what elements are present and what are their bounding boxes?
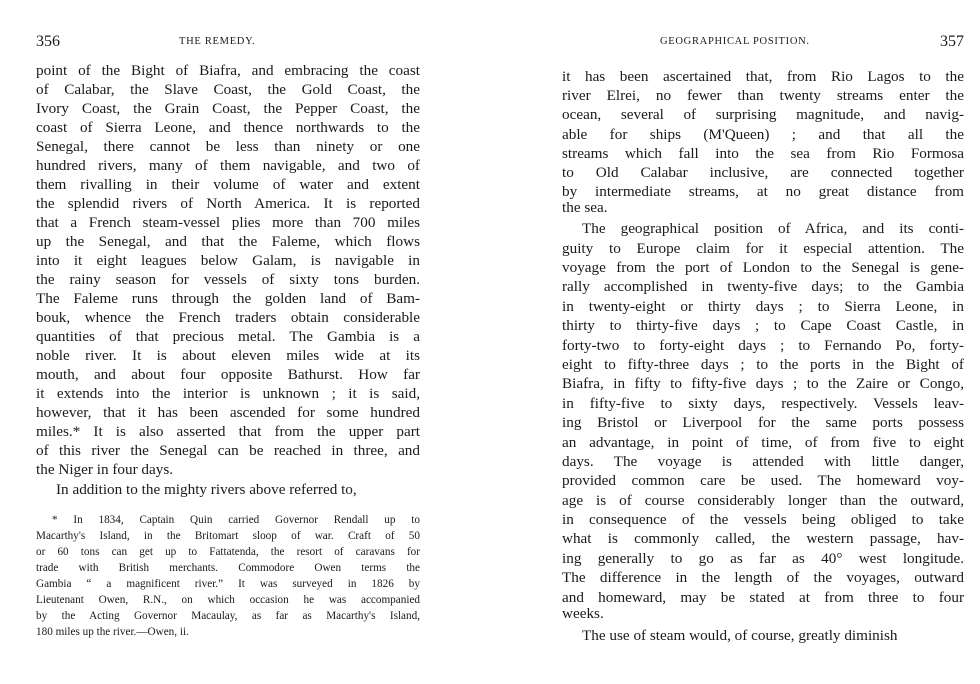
text-line: the Niger in four days. [36,461,174,478]
text-line: Senegal, there cannot be less than ninety or one [36,138,420,155]
text-line: into it eight leagues below Galam, is navigable in [36,252,420,269]
running-head: THE REMEDY. [179,36,256,47]
text-line: in twenty-eight or thirty days ; to Sierra Leone, in [562,298,964,315]
text-line: coast of Sierra Leone, and thence northwards to the [36,119,420,136]
text-line: what is commonly called, the western passage, hav- [562,530,964,547]
text-line: noble river. It is about eleven miles wide at its [36,347,420,364]
text-line: The Faleme runs through the golden land of Bam- [36,290,420,307]
text-line: hundred rivers, many of them navigable, and two of [36,157,420,174]
footnote-line: Macarthy's Island, in the Britomart sloop of war. Craft of 50 [36,530,420,542]
text-line: of this river the Senegal can be reached in three, and [36,442,420,459]
text-line: days. The voyage is attended with little danger, [562,453,964,470]
text-line: voyage from the port of London to the Senegal is gene- [562,259,964,276]
text-line: weeks. [562,605,604,622]
left-page [0,0,470,684]
right-page [540,0,980,684]
text-line: however, that it has been ascended for some hundred [36,404,420,421]
text-line: quantities of that precious metal. The Gambia is a [36,328,420,345]
text-line: point of the Bight of Biafra, and embracing the coast [36,62,420,79]
footnote-line: 180 miles up the river.—Owen, ii. [36,626,189,638]
text-line: of Calabar, the Slave Coast, the Gold Coast, the [36,81,420,98]
text-line: and homeward, may be stated at from three to four [562,589,964,606]
text-line: that a French steam-vessel plies more than 700 miles [36,214,420,231]
text-line: The difference in the length of the voyages, outward [562,569,964,586]
text-line: the splendid rivers of North America. It is reported [36,195,420,212]
right-page-header [660,33,964,53]
text-line: rally accomplished in twenty-five days; to the Gambia [562,278,964,295]
footnote-line: Gambia “ a magnificent river.” It was surveyed in 1826 by [36,578,420,590]
text-line: river Elrei, no fewer than twenty streams enter the [562,87,964,104]
text-line: in fifty-five to sixty days, respectively. Vessels leav- [562,395,964,412]
text-line: miles.* It is also asserted that from the upper part [36,423,420,440]
footnote-line: or 60 tons can get up to Fattatenda, the resort of caravans for [36,546,420,558]
text-line: the rainy season for vessels of sixty tons burden. [36,271,420,288]
text-line: age is of course considerably longer than the outward, [562,492,964,509]
footnote-line: trade with British merchants. Commodore Owen terms the [36,562,420,574]
page-number: 357 [940,33,964,50]
text-line: In addition to the mighty rivers above referred to, [56,481,357,498]
text-line: provided common care be used. The homeward voy- [562,472,964,489]
text-line: to Old Calabar inclusive, are connected together [562,164,964,181]
text-line: in consequence of the vessels being obliged to take [562,511,964,528]
text-line: The geographical position of Africa, and its conti- [582,220,964,237]
text-line: Ivory Coast, the Grain Coast, the Pepper Coast, the [36,100,420,117]
text-line: able for ships (M'Queen) ; and that all the [562,126,964,143]
text-line: ocean, several of surprising magnitude, and navig- [562,106,964,123]
text-line: them rivalling in their volume of water and extent [36,176,420,193]
text-line: it has been ascertained that, from Rio Lagos to the [562,68,964,85]
text-line: up the Senegal, and that the Faleme, which flows [36,233,420,250]
text-line: by intermediate streams, at no great distance from [562,183,964,200]
footnote-line: * In 1834, Captain Quin carried Governor Rendall up to [52,514,420,526]
text-line: it extends into the interior is unknown ; it is said, [36,385,420,402]
text-line: mouth, and about four opposite Bathurst. How far [36,366,420,383]
text-line: The use of steam would, of course, greatly diminish [582,627,898,644]
page-number: 356 [36,33,60,50]
text-line: guity to Europe claim for it especial attention. The [562,240,964,257]
footnote-line: by the Acting Governor Macaulay, as far as Macarthy's Island, [36,610,420,622]
running-head: GEOGRAPHICAL POSITION. [660,36,810,47]
text-line: streams which fall into the sea from Rio Formosa [562,145,964,162]
text-line: forty-two to forty-eight days ; to Fernando Po, forty- [562,337,964,354]
text-line: the sea. [562,199,608,216]
text-line: ing Bristol or Liverpool for the same ports possess [562,414,964,431]
text-line: bouk, whence the French traders obtain considerable [36,309,420,326]
text-line: an advantage, in point of time, of from five to eight [562,434,964,451]
footnote-line: Lieutenant Owen, R.N., on which occasion he was accompanied [36,594,420,606]
text-line: ing generally to go as far as 40° west longitude. [562,550,964,567]
text-line: eight to fifty-three days ; to the ports in the Bight of [562,356,964,373]
text-line: Biafra, in fifty to fifty-five days ; to the Zaire or Congo, [562,375,964,392]
text-line: thirty to thirty-five days ; to Cape Coast Castle, in [562,317,964,334]
left-page-header [36,33,420,53]
